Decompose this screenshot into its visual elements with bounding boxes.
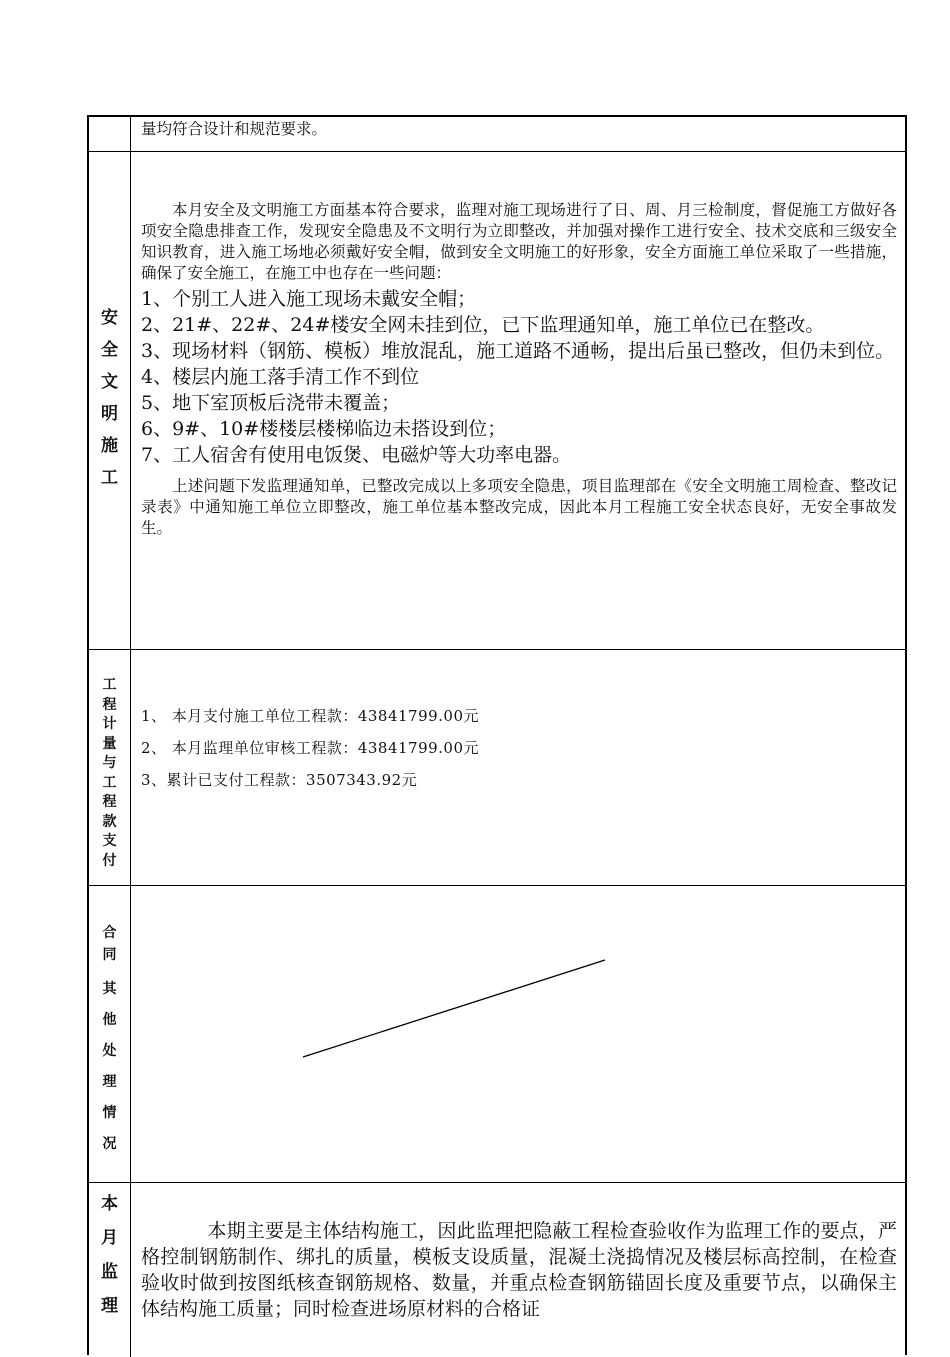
label-char: 支 xyxy=(102,833,117,849)
label-char: 全 xyxy=(101,340,118,360)
continuation-text: 量均符合设计和规范要求。 xyxy=(141,120,328,138)
supervision-content xyxy=(141,1218,897,1357)
safety-issue: 6、9#、10#楼楼层楼梯临边未搭设到位； xyxy=(141,418,507,440)
label-char: 月 xyxy=(101,1228,118,1248)
label-char: 合 xyxy=(102,925,117,941)
safety-issue: 2、21#、22#、24#楼安全网未挂到位，已下监理通知单，施工单位已在整改。 xyxy=(141,314,825,336)
payment-content xyxy=(141,700,897,885)
safety-content xyxy=(141,200,897,649)
safety-label xyxy=(89,152,131,649)
label-char: 计 xyxy=(102,716,117,732)
row-safety xyxy=(89,152,905,650)
label-char: 处 xyxy=(102,1043,117,1059)
label-char: 明 xyxy=(101,404,118,424)
label-char: 量 xyxy=(102,735,117,752)
label-char: 安 xyxy=(101,308,118,328)
label-char: 程 xyxy=(102,794,117,810)
label-char: 其 xyxy=(102,981,117,997)
safety-issue: 5、地下室顶板后浇带未覆盖； xyxy=(141,392,401,414)
label-char: 工 xyxy=(102,677,117,693)
payment-item: 2、 本月监理单位审核工程款：43841799.00元 xyxy=(141,739,480,757)
safety-conclusion: 上述问题下发监理通知单，已整改完成以上多项安全隐患，项目监理部在《安全文明施工周检查、整改记录表》中通知施工单位立即整改，施工单位基本整改完成，因此本月工程施工安全状态良好，无安全事故发生。 xyxy=(141,477,897,537)
label-char: 理 xyxy=(101,1296,118,1316)
label-char: 文 xyxy=(101,372,118,392)
label-char: 本 xyxy=(101,1194,118,1214)
payment-item: 3、累计已支付工程款：3507343.92元 xyxy=(141,771,418,789)
safety-intro: 本月安全及文明施工方面基本符合要求，监理对施工现场进行了日、周、月三检制度，督促施工方做好各项安全隐患排查工作，发现安全隐患及不文明行为立即整改，并加强对操作工进行安全、技术交底和三级安全知识教育，进入施工场地必须戴好安全帽，做到安全文明施工的好形象，安全方面施工单位采取了一些措施，确保了安全施工，在施工中也存在一些问题： xyxy=(141,201,897,282)
row-payment xyxy=(89,650,905,886)
label-char: 情 xyxy=(102,1105,117,1121)
report-table xyxy=(87,115,907,1355)
safety-issue: 3、现场材料（钢筋、模板）堆放混乱，施工道路不通畅，提出后虽已整改，但仍未到位。 xyxy=(141,340,895,362)
row-supervision xyxy=(89,1183,905,1357)
payment-label xyxy=(89,650,131,885)
row-label-empty xyxy=(89,117,131,151)
label-char: 施 xyxy=(101,436,118,456)
safety-issue: 1、个别工人进入施工现场未戴安全帽； xyxy=(141,288,477,310)
row-content xyxy=(141,119,897,151)
label-char: 监 xyxy=(101,1262,118,1282)
label-char: 况 xyxy=(102,1136,117,1152)
label-char: 理 xyxy=(102,1074,117,1090)
label-char: 他 xyxy=(102,1012,117,1028)
label-char: 付 xyxy=(102,852,117,869)
label-char: 同 xyxy=(102,947,117,963)
strike-line xyxy=(89,886,909,1183)
row-quality-continuation xyxy=(89,117,905,152)
row-contract-other xyxy=(89,886,905,1183)
label-char: 款 xyxy=(102,813,117,830)
payment-item: 1、 本月支付施工单位工程款：43841799.00元 xyxy=(141,707,480,725)
label-char: 工 xyxy=(101,468,118,488)
label-char: 工 xyxy=(102,774,117,791)
safety-issue: 4、楼层内施工落手清工作不到位 xyxy=(141,366,420,388)
supervision-text: 本期主要是主体结构施工，因此监理把隐蔽工程检查验收作为监理工作的要点，严格控制钢筋制作、绑扎的质量，模板支设质量，混凝土浇捣情况及楼层标高控制，在检查验收时做到按图纸核查钢筋规格、数量，并重点检查钢筋锚固长度及重要节点，以确保主体结构施工质量；同时检查进场原材料的合格证 xyxy=(141,1220,897,1320)
supervision-label xyxy=(89,1183,131,1357)
safety-issue: 7、工人宿舍有使用电饭煲、电磁炉等大功率电器。 xyxy=(141,444,572,466)
label-char: 程 xyxy=(102,696,117,713)
label-char: 与 xyxy=(102,755,117,771)
